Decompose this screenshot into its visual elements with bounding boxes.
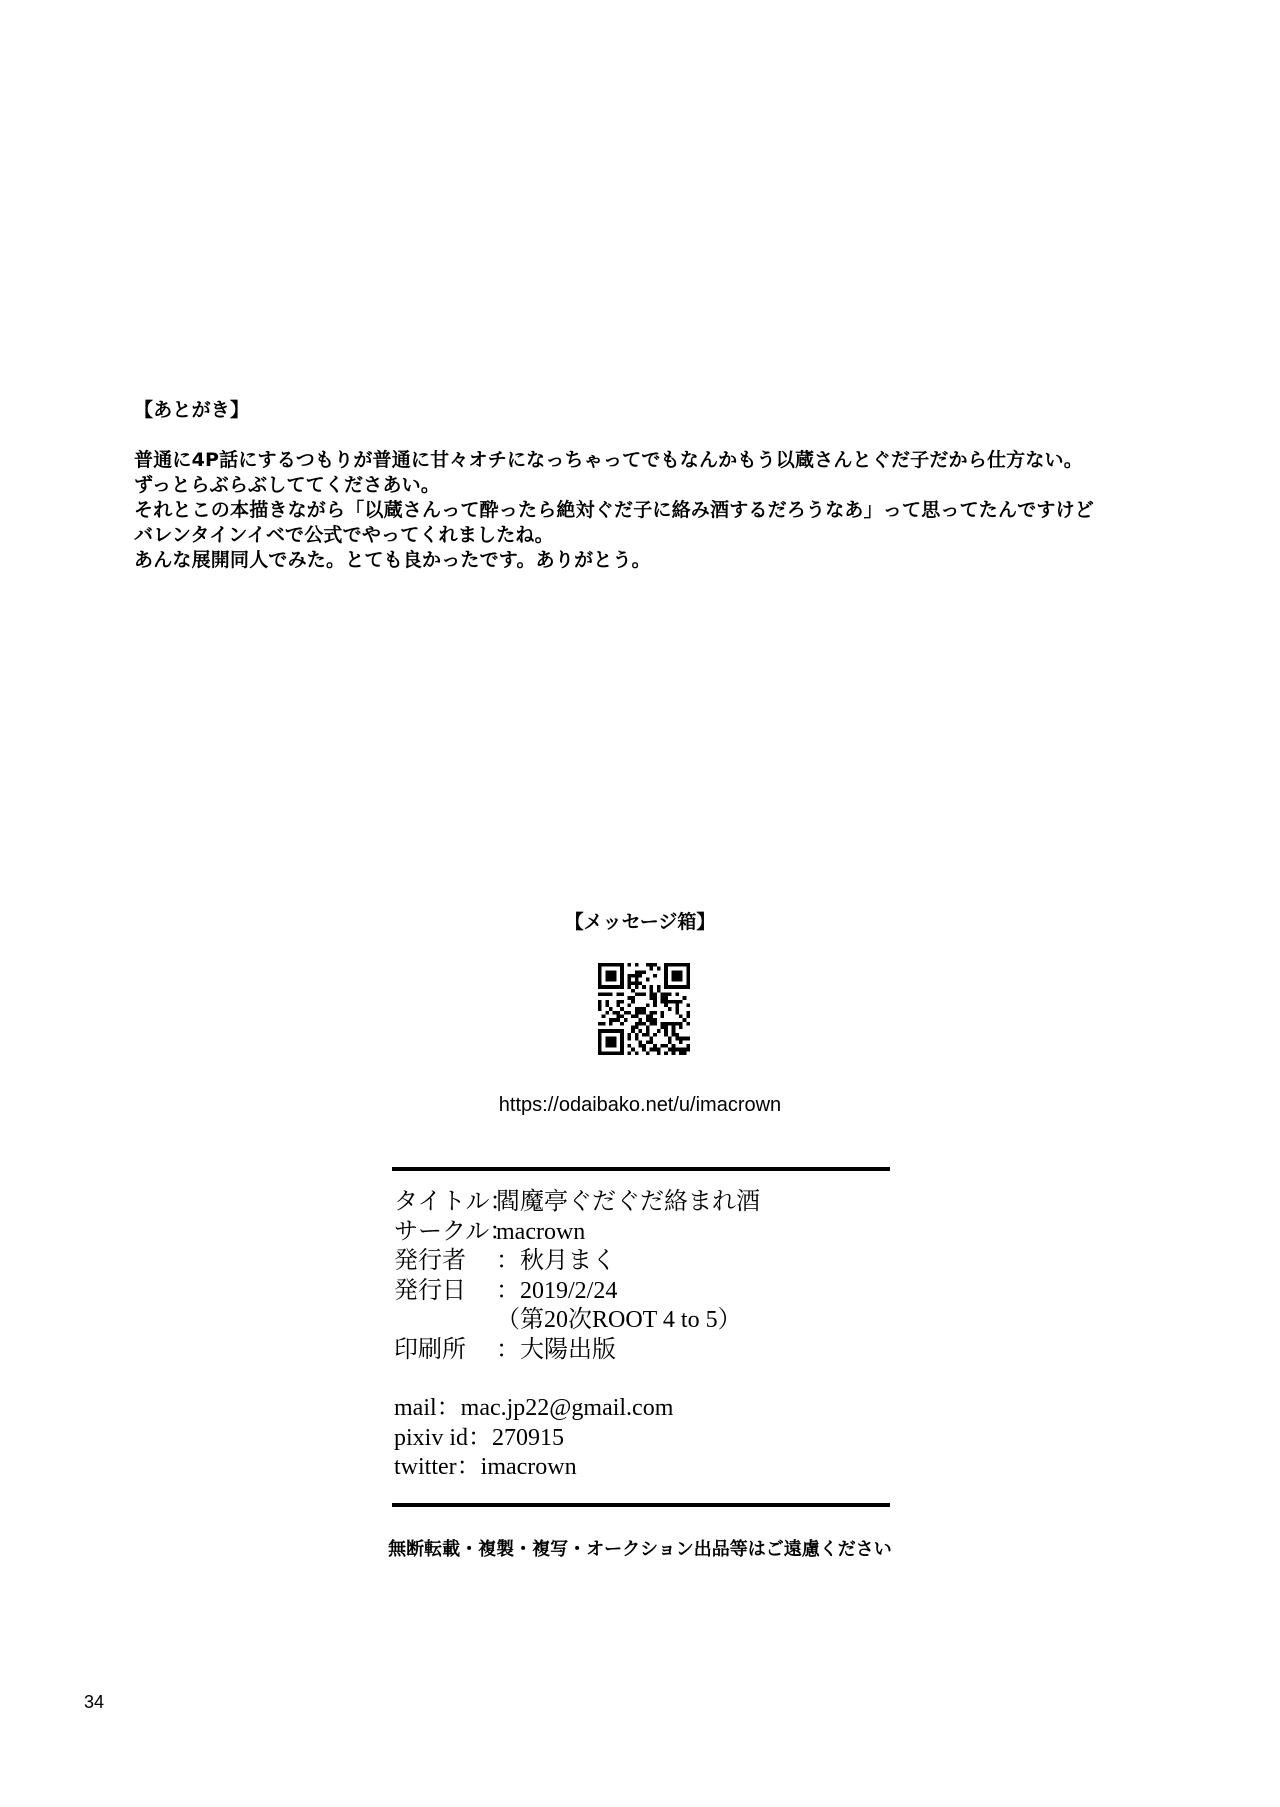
afterword-line: ずっとらぶらぶしててくださあい。 bbox=[134, 474, 441, 496]
printer-row bbox=[394, 1336, 894, 1366]
event-value: （第20次ROOT 4 to 5） bbox=[496, 1307, 742, 1333]
publisher-label: 発行者 bbox=[394, 1248, 466, 1274]
afterword-line: バレンタインイベで公式でやってくれましたね。 bbox=[134, 524, 554, 546]
divider-top bbox=[392, 1167, 890, 1171]
afterword-line: あんな展開同人でみた。とても良かったです。ありがとう。 bbox=[134, 549, 651, 571]
qr-code-icon bbox=[598, 963, 690, 1055]
date-value: ：2019/2/24 bbox=[496, 1277, 618, 1304]
title-row bbox=[394, 1188, 894, 1218]
circle-value: macrown bbox=[496, 1218, 586, 1245]
circle-label: サークル： bbox=[394, 1218, 514, 1245]
copyright-notice: 無断転載・複製・複写・オークション出品等はご遠慮ください bbox=[388, 1539, 892, 1560]
publisher-row bbox=[394, 1247, 894, 1277]
afterword-line: それとこの本描きながら「以蔵さんって酔ったら絶対ぐだ子に絡み酒するだろうなあ」って思ってたんですけど bbox=[134, 499, 1095, 521]
event-row bbox=[394, 1306, 894, 1336]
afterword-line: 普通に4P話にするつもりが普通に甘々オチになっちゃってでもなんかもう以蔵さんとぐだ子だから仕方ない。 bbox=[134, 449, 1083, 471]
afterword bbox=[134, 398, 1174, 573]
divider-bottom bbox=[392, 1503, 890, 1507]
printer-label: 印刷所 bbox=[394, 1336, 466, 1363]
twitter-handle: twitter：imacrown bbox=[394, 1454, 577, 1480]
title-label: タイトル： bbox=[394, 1189, 514, 1215]
message-box-url[interactable]: https://odaibako.net/u/imacrown bbox=[498, 1094, 782, 1116]
date-row bbox=[394, 1277, 894, 1307]
circle-row bbox=[394, 1218, 894, 1248]
publisher-value: ：秋月まく bbox=[496, 1248, 616, 1274]
printer-value: ：大陽出版 bbox=[496, 1336, 616, 1363]
afterword-heading: 【あとがき】 bbox=[134, 399, 250, 421]
pixiv-id: pixiv id：270915 bbox=[394, 1424, 565, 1451]
title-value: 閻魔亭ぐだぐだ絡まれ酒 bbox=[496, 1189, 760, 1215]
page-number: 34 bbox=[84, 1692, 105, 1712]
date-label: 発行日 bbox=[394, 1277, 466, 1304]
message-box-heading: 【メッセージ箱】 bbox=[564, 911, 716, 933]
spacer bbox=[394, 1365, 894, 1394]
colophon bbox=[394, 1188, 894, 1483]
mail-contact[interactable]: mail：mac.jp22@gmail.com bbox=[394, 1395, 674, 1421]
